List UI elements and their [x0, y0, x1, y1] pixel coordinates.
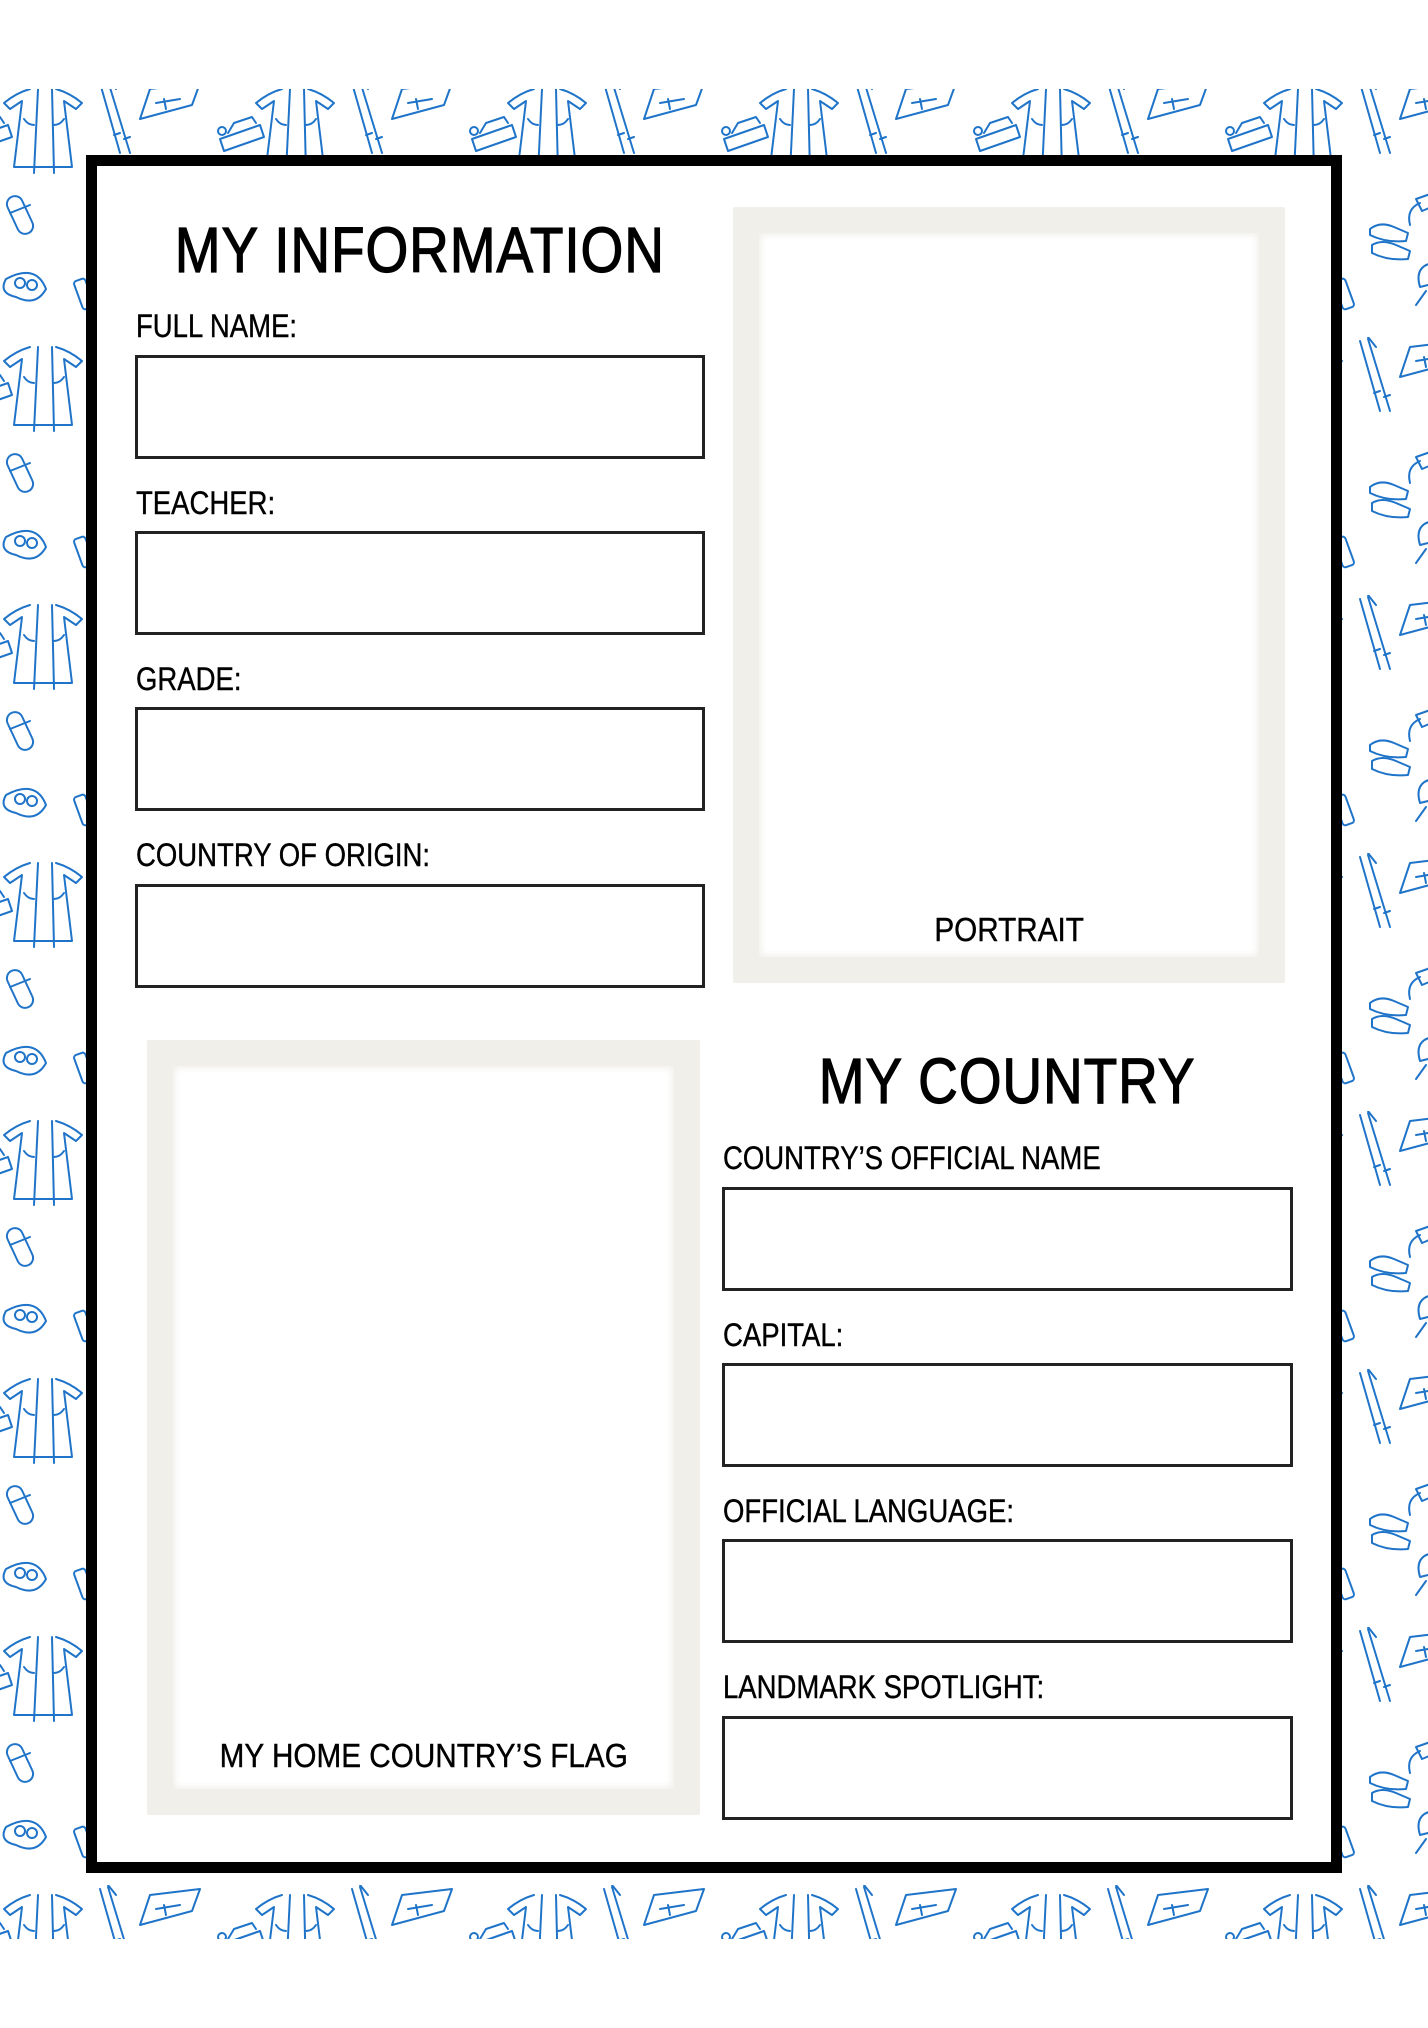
capital-field[interactable] [722, 1363, 1293, 1467]
official-language-field[interactable] [722, 1539, 1293, 1643]
country-of-origin-field[interactable] [135, 884, 705, 988]
landmark-spotlight-label: LANDMARK SPOTLIGHT: [723, 1669, 1045, 1705]
portrait-caption: PORTRAIT [934, 911, 1084, 948]
flag-frame[interactable] [147, 1040, 700, 1815]
landmark-spotlight-field[interactable] [722, 1716, 1293, 1820]
grade-label: GRADE: [136, 661, 242, 697]
flag-caption: MY HOME COUNTRY’S FLAG [219, 1737, 628, 1774]
portrait-frame[interactable] [733, 207, 1285, 983]
my-information-heading: MY INFORMATION [174, 214, 665, 286]
official-name-field[interactable] [722, 1187, 1293, 1291]
grade-field[interactable] [135, 707, 705, 811]
teacher-label: TEACHER: [136, 485, 276, 521]
official-name-label: COUNTRY’S OFFICIAL NAME [723, 1140, 1101, 1176]
my-country-heading: MY COUNTRY [818, 1045, 1196, 1117]
full-name-field[interactable] [135, 355, 705, 459]
capital-label: CAPITAL: [723, 1317, 844, 1353]
country-of-origin-label: COUNTRY OF ORIGIN: [136, 837, 431, 873]
full-name-label: FULL NAME: [136, 308, 298, 344]
teacher-field[interactable] [135, 531, 705, 635]
official-language-label: OFFICIAL LANGUAGE: [723, 1493, 1015, 1529]
